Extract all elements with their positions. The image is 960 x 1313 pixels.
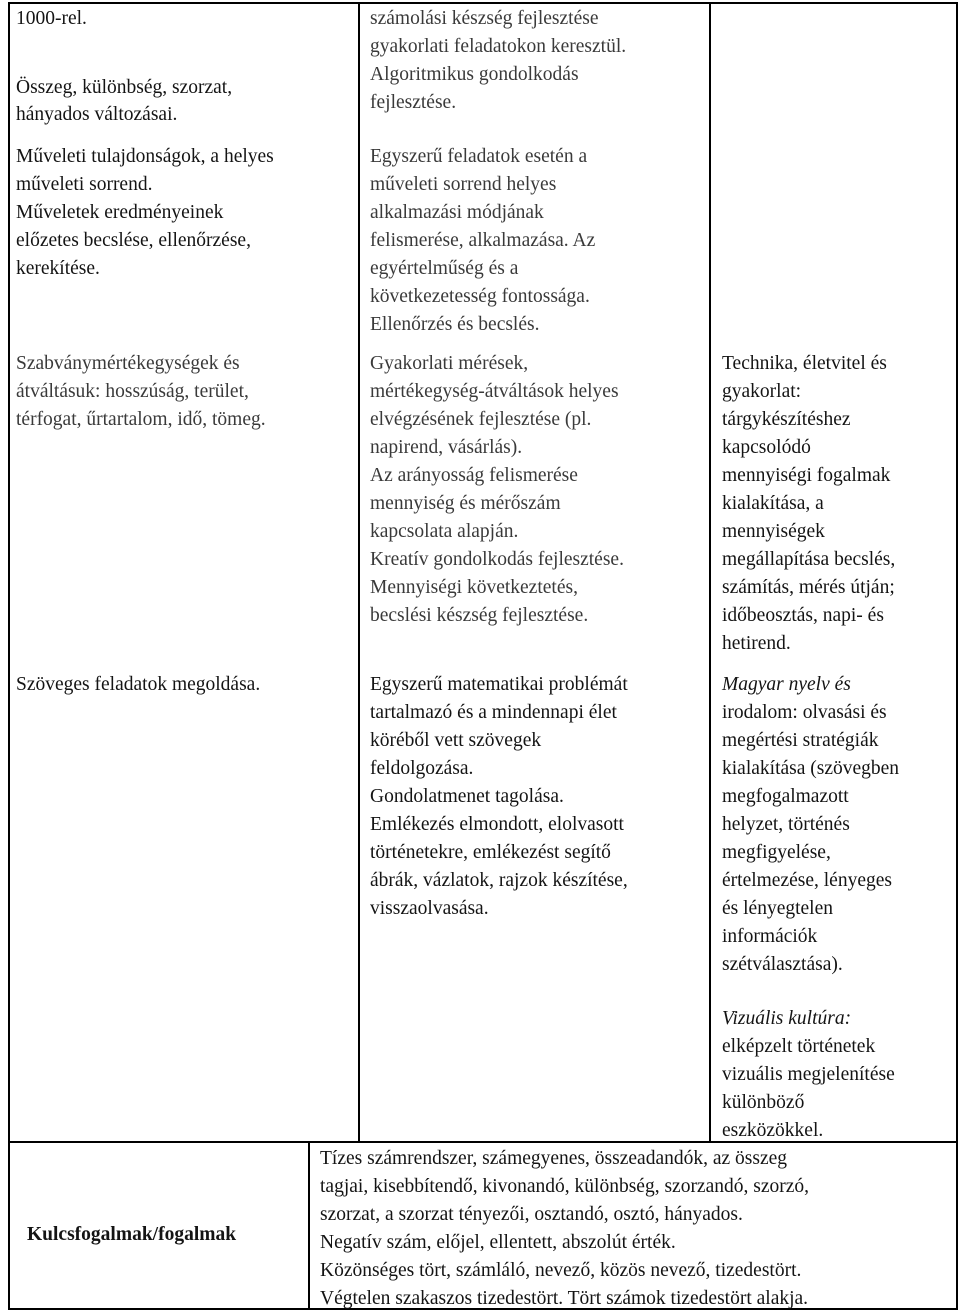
column-divider-1	[358, 2, 360, 1142]
text-line: Műveleti tulajdonságok, a helyes	[16, 146, 274, 167]
text-line: Magyar nyelv és	[722, 674, 851, 695]
text-line: Egyszerű matematikai problémát	[370, 674, 628, 695]
text-line: becslési készség fejlesztése.	[370, 605, 589, 626]
text-line: Egyszerű feladatok esetén a	[370, 146, 588, 167]
text-line: mértékegység-átváltások helyes	[370, 381, 619, 402]
text-line: műveleti sorrend helyes	[370, 174, 557, 195]
text-line: kapcsolódó	[722, 437, 811, 458]
text-line: hetirend.	[722, 633, 791, 654]
text-line: Szabványmértékegységek és	[16, 353, 240, 374]
text-line: Gondolatmenet tagolása.	[370, 786, 564, 807]
text-line: feldolgozása.	[370, 758, 474, 779]
text-line: visszaolvasása.	[370, 898, 489, 919]
text-line: kialakítása, a	[722, 493, 824, 514]
text-line: felismerése, alkalmazása. Az	[370, 230, 596, 251]
key-concepts-label: Kulcsfogalmak/fogalmak	[27, 1224, 237, 1245]
key-concepts-divider	[308, 1142, 310, 1310]
text-line: értelmezése, lényeges	[722, 870, 892, 891]
text-line: előzetes becslése, ellenőrzése,	[16, 230, 251, 251]
text-line: átváltásuk: hosszúság, terület,	[16, 381, 249, 402]
text-line: megfogalmazott	[722, 786, 849, 807]
table-border-top	[8, 2, 957, 4]
text-line: Gyakorlati mérések,	[370, 353, 529, 374]
text-line: elképzelt történetek	[722, 1036, 876, 1057]
text-line: 1000-rel.	[16, 8, 87, 29]
text-line: Algoritmikus gondolkodás	[370, 64, 579, 85]
text-line: egyértelműség és a	[370, 258, 519, 279]
text-line: Végtelen szakaszos tizedestört. Tört számok tizedestört alakja.	[320, 1288, 809, 1309]
text-line: vizuális megjelenítése	[722, 1064, 895, 1085]
column-divider-2	[709, 2, 711, 1142]
text-line: tagjai, kisebbítendő, kivonandó, különbség, szorzandó, szorzó,	[320, 1176, 810, 1197]
text-line: Szöveges feladatok megoldása.	[16, 674, 261, 695]
text-line: Technika, életvitel és	[722, 353, 887, 374]
text-line: térfogat, űrtartalom, idő, tömeg.	[16, 409, 266, 430]
text-line: ábrák, vázlatok, rajzok készítése,	[370, 870, 628, 891]
text-line: napirend, vásárlás).	[370, 437, 523, 458]
text-line: és lényegtelen	[722, 898, 833, 919]
text-line: Az arányosság felismerése	[370, 465, 578, 486]
text-line: kapcsolata alapján.	[370, 521, 519, 542]
text-line: megállapítása becslés,	[722, 549, 896, 570]
table-border-right	[956, 2, 958, 1310]
text-line: Kreatív gondolkodás fejlesztése.	[370, 549, 624, 570]
text-line: információk	[722, 926, 818, 947]
text-line: különböző	[722, 1092, 805, 1113]
text-line: alkalmazási módjának	[370, 202, 544, 223]
text-line: következetesség fontossága.	[370, 286, 590, 307]
text-line: gyakorlat:	[722, 381, 802, 402]
text-line: mennyiség és mérőszám	[370, 493, 561, 514]
text-line: mennyiségek	[722, 521, 825, 542]
text-line: Közönséges tört, számláló, nevező, közös nevező, tizedestört.	[320, 1260, 802, 1281]
text-line: Tízes számrendszer, számegyenes, összeadandók, az összeg	[320, 1148, 788, 1169]
text-line: Vizuális kultúra:	[722, 1008, 852, 1029]
text-line: megfigyelése,	[722, 842, 831, 863]
text-line: gyakorlati feladatokon keresztül.	[370, 36, 627, 57]
text-line: Mennyiségi következtetés,	[370, 577, 578, 598]
text-line: köréből vett szövegek	[370, 730, 542, 751]
text-line: Emlékezés elmondott, elolvasott	[370, 814, 624, 835]
text-line: megértési stratégiák	[722, 730, 879, 751]
text-line: tárgykészítéshez	[722, 409, 851, 430]
text-line: irodalom: olvasási és	[722, 702, 887, 723]
text-line: eszközökkel.	[722, 1120, 824, 1141]
text-line: szorzat, a szorzat tényezői, osztandó, osztó, hányados.	[320, 1204, 743, 1225]
text-line: kerekítése.	[16, 258, 100, 279]
text-line: időbeosztás, napi- és	[722, 605, 884, 626]
text-line: hányados változásai.	[16, 104, 178, 125]
text-line: helyzet, történés	[722, 814, 850, 835]
text-line: Műveletek eredményeinek	[16, 202, 224, 223]
text-line: elvégzésének fejlesztése (pl.	[370, 409, 592, 430]
text-line: kialakítása (szövegben	[722, 758, 900, 779]
table-border-left	[8, 2, 10, 1310]
text-line: Összeg, különbség, szorzat,	[16, 77, 233, 98]
text-line: mennyiségi fogalmak	[722, 465, 891, 486]
text-line: tartalmazó és a mindennapi élet	[370, 702, 617, 723]
text-line: Negatív szám, előjel, ellentett, abszolút érték.	[320, 1232, 676, 1253]
text-line: számolási készség fejlesztése	[370, 8, 599, 29]
text-line: szétválasztása).	[722, 954, 843, 975]
text-line: Ellenőrzés és becslés.	[370, 314, 540, 335]
text-line: műveleti sorrend.	[16, 174, 153, 195]
text-line: történetekre, emlékezést segítő	[370, 842, 611, 863]
text-line: számítás, mérés útján;	[722, 577, 895, 598]
text-line: fejlesztése.	[370, 92, 457, 113]
